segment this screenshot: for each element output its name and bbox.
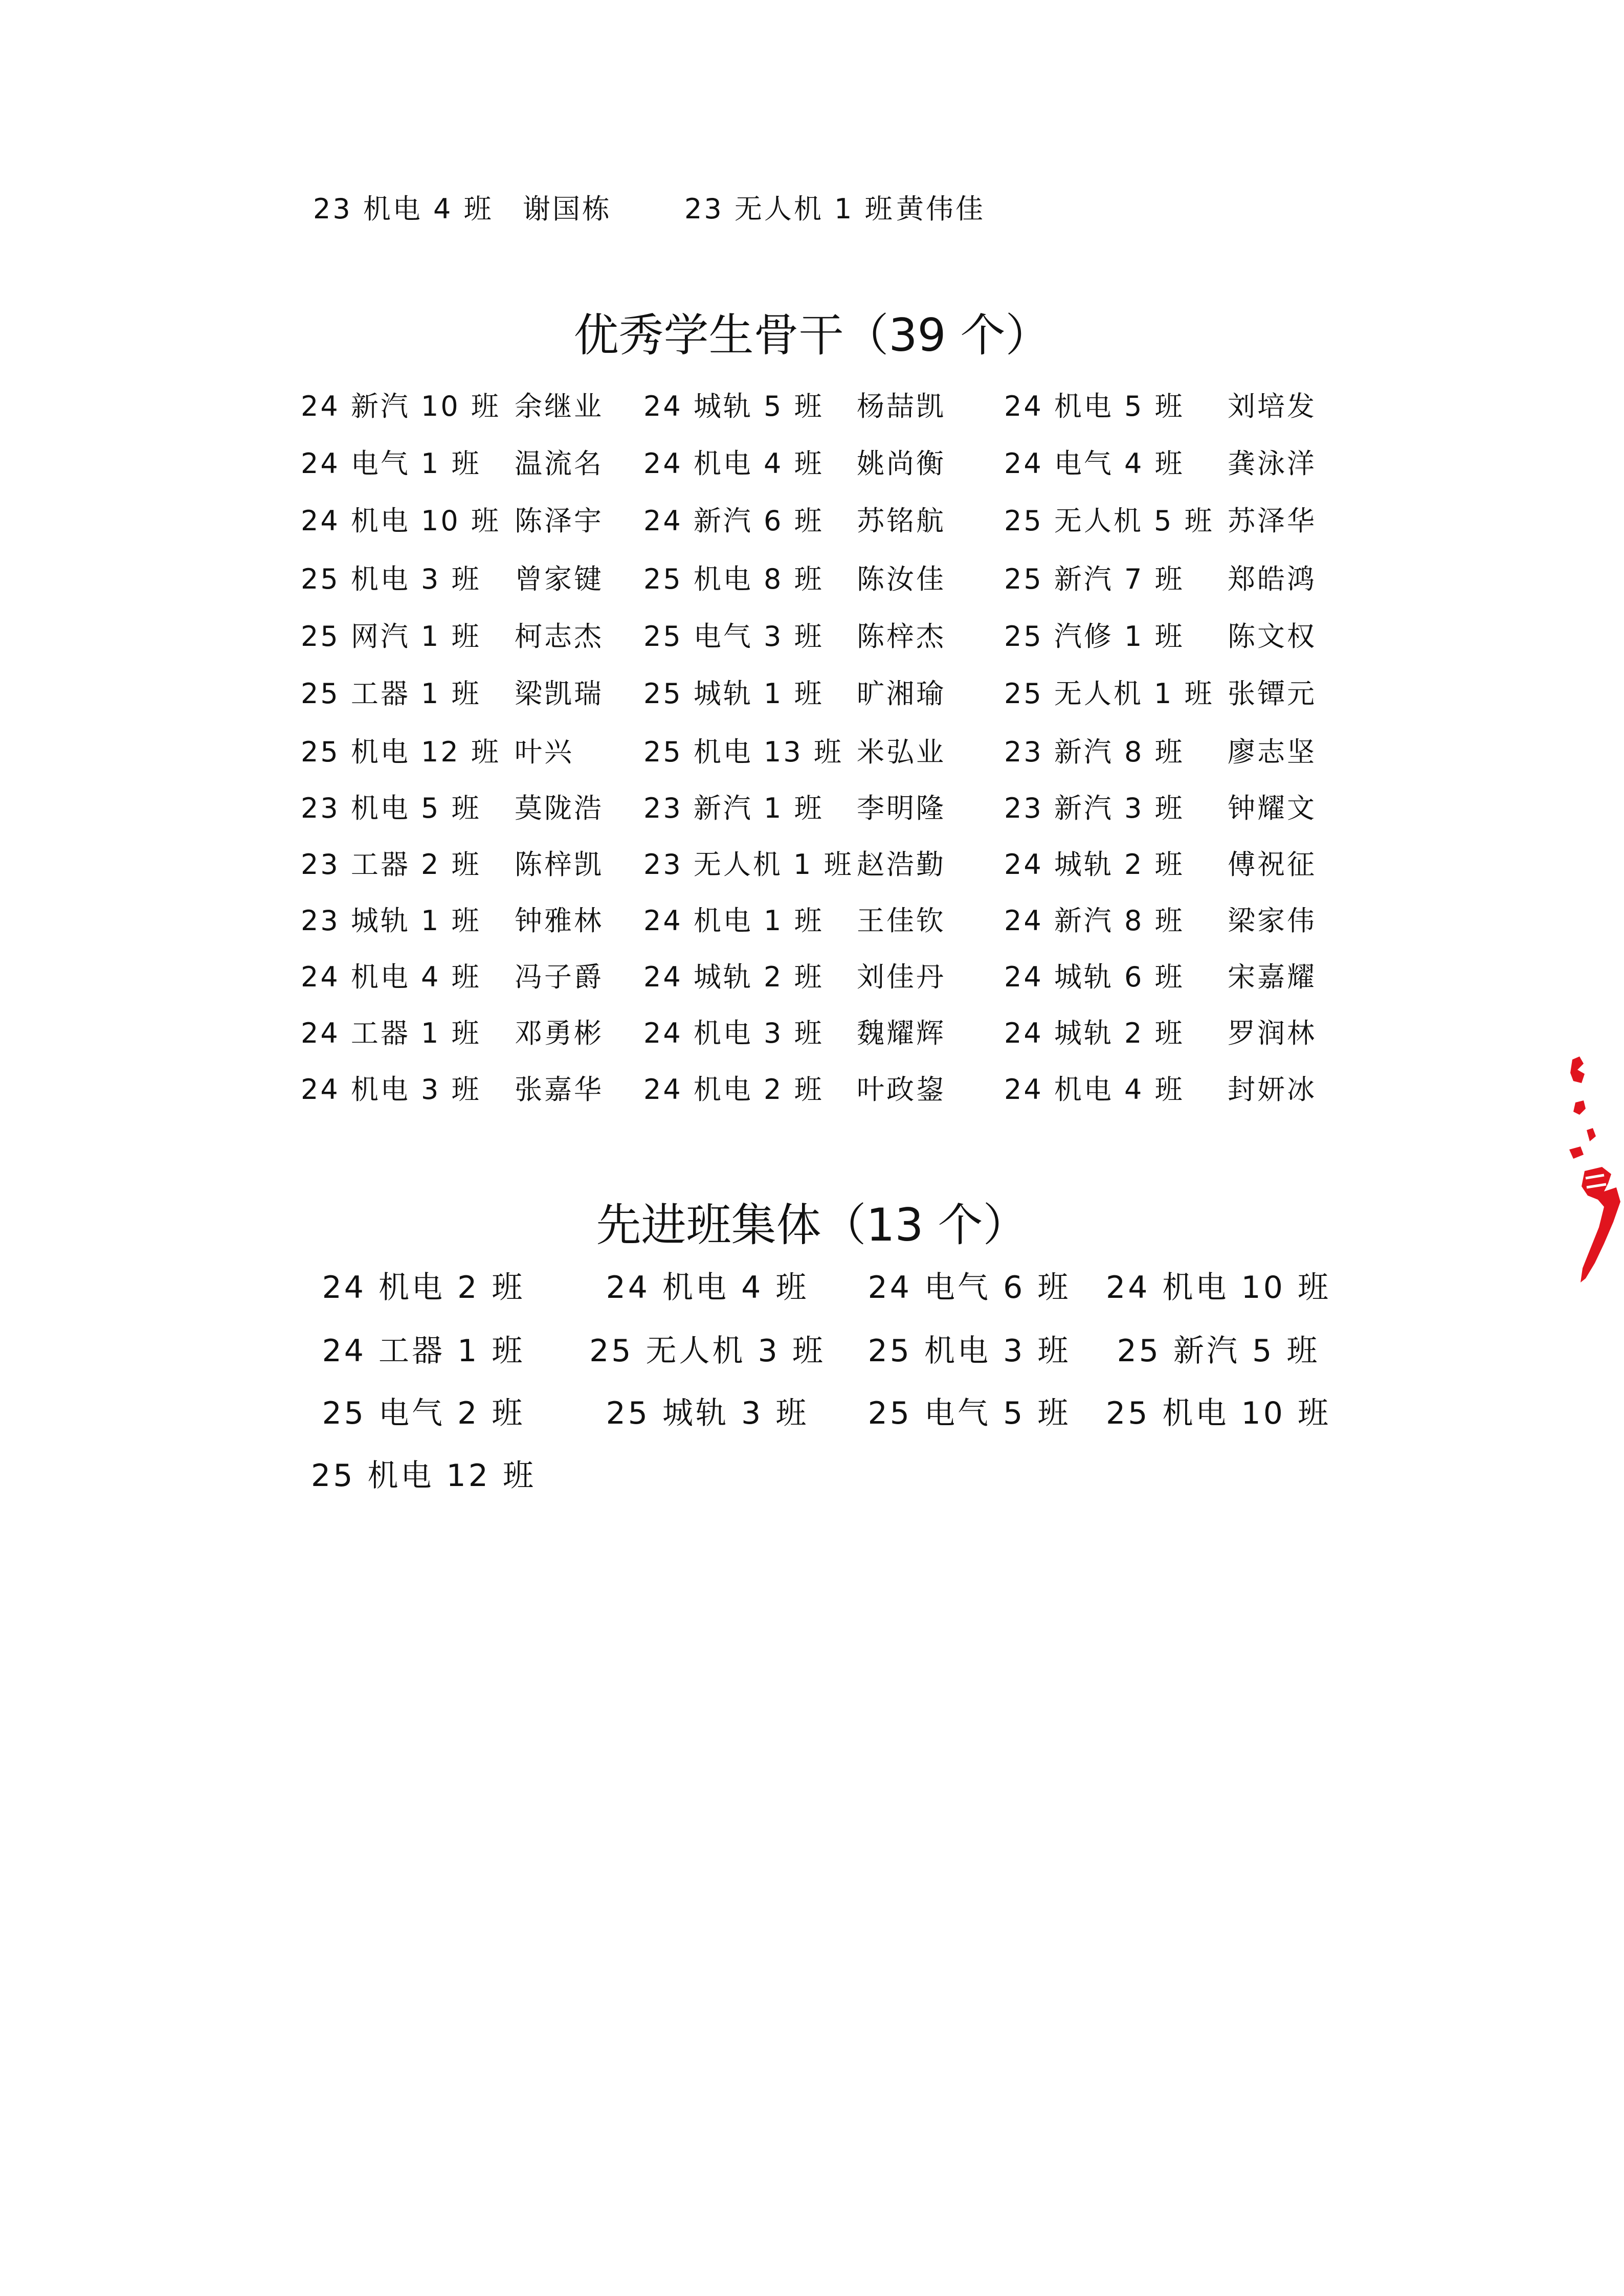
class-cell-1: 25 机电 12 班 — [301, 736, 501, 768]
advanced-class-item: 25 城轨 3 班 — [606, 1395, 809, 1431]
student-name-cell-1: 钟雅林 — [515, 905, 604, 937]
student-name-cell-2: 陈汝佳 — [857, 563, 946, 595]
class-cell-2: 24 机电 4 班 — [643, 447, 824, 480]
student-name-cell-3: 廖志坚 — [1228, 736, 1317, 768]
student-name-cell-2: 赵浩勤 — [857, 848, 946, 881]
student-name-cell-3: 陈文权 — [1228, 620, 1317, 652]
class-cell-1: 23 机电 5 班 — [301, 792, 481, 824]
class-cell-2: 25 电气 3 班 — [643, 620, 824, 652]
student-name-cell-2: 旷湘瑜 — [857, 678, 946, 710]
class-cell-2: 24 城轨 5 班 — [643, 390, 824, 422]
advanced-class-item: 24 机电 10 班 — [1106, 1270, 1331, 1305]
student-name-cell-3: 傅祝征 — [1228, 848, 1317, 881]
class-cell-3: 24 城轨 2 班 — [1004, 1017, 1185, 1049]
advanced-class-item: 24 机电 4 班 — [606, 1270, 809, 1305]
class-cell-3: 24 城轨 6 班 — [1004, 961, 1185, 993]
class-cell-3: 24 机电 5 班 — [1004, 390, 1185, 422]
top-name-2: 黄伟佳 — [896, 193, 985, 225]
advanced-class-item: 25 新汽 5 班 — [1117, 1333, 1320, 1369]
class-cell-3: 24 新汽 8 班 — [1004, 905, 1185, 937]
class-cell-1: 24 工器 1 班 — [301, 1017, 481, 1049]
top-name-1: 谢国栋 — [523, 193, 612, 225]
student-name-cell-2: 姚尚衡 — [857, 447, 946, 480]
student-name-cell-1: 余继业 — [515, 390, 604, 422]
class-cell-2: 24 机电 3 班 — [643, 1017, 824, 1049]
student-name-cell-2: 苏铭航 — [857, 505, 946, 537]
section-title-advanced-classes: 先进班集体（13 个） — [596, 1199, 1028, 1251]
student-name-cell-1: 梁凯瑞 — [515, 678, 604, 710]
class-cell-3: 23 新汽 8 班 — [1004, 736, 1185, 768]
class-cell-3: 25 无人机 5 班 — [1004, 505, 1214, 537]
class-cell-1: 25 工器 1 班 — [301, 678, 481, 710]
student-name-cell-2: 王佳钦 — [857, 905, 946, 937]
class-cell-2: 23 新汽 1 班 — [643, 792, 824, 824]
class-cell-1: 23 城轨 1 班 — [301, 905, 481, 937]
advanced-class-item: 25 无人机 3 班 — [589, 1333, 826, 1369]
advanced-class-item: 24 机电 2 班 — [322, 1270, 525, 1305]
class-cell-2: 25 机电 13 班 — [643, 736, 843, 768]
advanced-class-item: 24 电气 6 班 — [867, 1270, 1071, 1305]
class-cell-3: 25 无人机 1 班 — [1004, 678, 1214, 710]
student-name-cell-2: 魏耀辉 — [857, 1017, 946, 1049]
student-name-cell-1: 邓勇彬 — [515, 1017, 604, 1049]
top-class-1: 23 机电 4 班 — [313, 193, 494, 225]
student-name-cell-3: 苏泽华 — [1228, 505, 1317, 537]
student-name-cell-1: 曾家键 — [515, 563, 604, 595]
class-cell-1: 25 机电 3 班 — [301, 563, 481, 595]
class-cell-1: 23 工器 2 班 — [301, 848, 481, 881]
class-cell-3: 23 新汽 3 班 — [1004, 792, 1185, 824]
section-title-student-cadres: 优秀学生骨干（39 个） — [573, 309, 1051, 362]
student-name-cell-3: 张镡元 — [1228, 678, 1317, 710]
class-cell-1: 24 机电 10 班 — [301, 505, 501, 537]
red-seal-edge-mark — [1555, 1053, 1624, 1294]
class-cell-2: 24 机电 1 班 — [643, 905, 824, 937]
student-name-cell-1: 柯志杰 — [515, 620, 604, 652]
class-cell-2: 24 机电 2 班 — [643, 1073, 824, 1106]
student-name-cell-1: 张嘉华 — [515, 1073, 604, 1106]
student-name-cell-3: 龚泳洋 — [1228, 447, 1317, 480]
student-name-cell-3: 刘培发 — [1228, 390, 1317, 422]
class-cell-3: 25 新汽 7 班 — [1004, 563, 1185, 595]
class-cell-1: 24 电气 1 班 — [301, 447, 481, 480]
student-name-cell-2: 陈梓杰 — [857, 620, 946, 652]
student-name-cell-1: 温流名 — [515, 447, 604, 480]
student-name-cell-2: 叶政鋆 — [857, 1073, 946, 1106]
student-name-cell-3: 梁家伟 — [1228, 905, 1317, 937]
class-cell-2: 25 机电 8 班 — [643, 563, 824, 595]
class-cell-1: 24 新汽 10 班 — [301, 390, 501, 422]
student-name-cell-3: 宋嘉耀 — [1228, 961, 1317, 993]
student-name-cell-2: 李明隆 — [857, 792, 946, 824]
advanced-class-item: 24 工器 1 班 — [322, 1333, 525, 1369]
class-cell-2: 23 无人机 1 班 — [643, 848, 854, 881]
student-name-cell-2: 刘佳丹 — [857, 961, 946, 993]
advanced-class-item: 25 机电 12 班 — [311, 1458, 536, 1494]
student-name-cell-2: 米弘业 — [857, 736, 946, 768]
student-name-cell-3: 钟耀文 — [1228, 792, 1317, 824]
advanced-class-item: 25 电气 5 班 — [867, 1395, 1071, 1431]
class-cell-1: 24 机电 3 班 — [301, 1073, 481, 1106]
class-cell-3: 24 城轨 2 班 — [1004, 848, 1185, 881]
student-name-cell-3: 郑皓鸿 — [1228, 563, 1317, 595]
student-name-cell-1: 叶兴 — [515, 736, 574, 768]
class-cell-2: 24 新汽 6 班 — [643, 505, 824, 537]
student-name-cell-3: 罗润林 — [1228, 1017, 1317, 1049]
student-name-cell-3: 封妍冰 — [1228, 1073, 1317, 1106]
class-cell-2: 25 城轨 1 班 — [643, 678, 824, 710]
class-cell-3: 24 电气 4 班 — [1004, 447, 1185, 480]
student-name-cell-2: 杨喆凯 — [857, 390, 946, 422]
class-cell-3: 24 机电 4 班 — [1004, 1073, 1185, 1106]
advanced-class-item: 25 机电 3 班 — [867, 1333, 1071, 1369]
top-class-2: 23 无人机 1 班 — [684, 193, 895, 225]
advanced-class-item: 25 机电 10 班 — [1106, 1395, 1331, 1431]
class-cell-2: 24 城轨 2 班 — [643, 961, 824, 993]
student-name-cell-1: 陈泽宇 — [515, 505, 604, 537]
student-name-cell-1: 莫陇浩 — [515, 792, 604, 824]
class-cell-3: 25 汽修 1 班 — [1004, 620, 1185, 652]
student-name-cell-1: 冯子爵 — [515, 961, 604, 993]
student-name-cell-1: 陈梓凯 — [515, 848, 604, 881]
class-cell-1: 25 网汽 1 班 — [301, 620, 481, 652]
advanced-class-item: 25 电气 2 班 — [322, 1395, 525, 1431]
class-cell-1: 24 机电 4 班 — [301, 961, 481, 993]
